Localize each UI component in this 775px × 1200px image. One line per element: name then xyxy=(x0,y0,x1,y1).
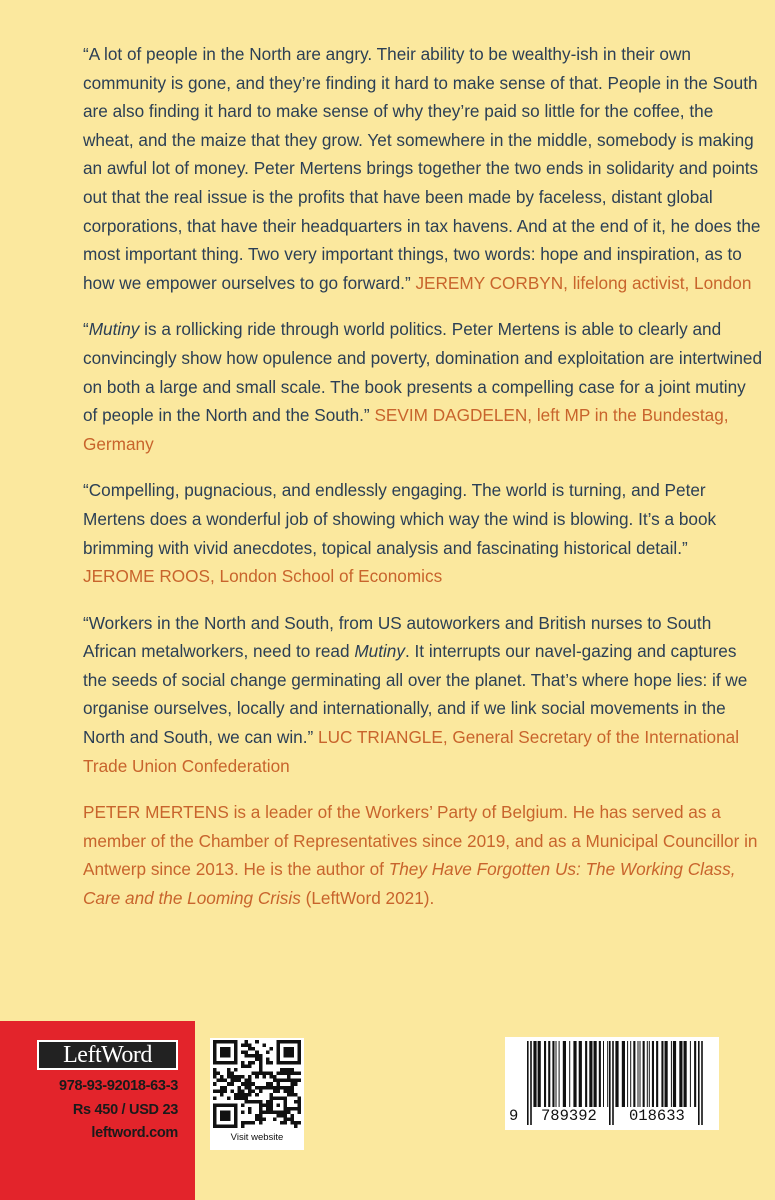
endorsement-quote xyxy=(83,476,763,590)
barcode-icon xyxy=(505,1037,719,1130)
text-segment: Mutiny xyxy=(88,319,140,340)
quote-attribution: JEROME ROOS, London School of Economics xyxy=(83,566,443,587)
text-segment: is a rollicking ride through world politics. Peter Mertens is able to clearly and convincingly show how opulence and poverty, domination and exploitation are intertwined on both a large and small scale. The book presents a compelling case for a joint mutiny of people in the North and the South.” xyxy=(83,319,763,426)
price: Rs 450 / USD 23 xyxy=(72,1102,178,1118)
text-segment: “A lot of people in the North are angry. Their ability to be wealthy-ish in their own community is gone, and they’re finding it hard to make sense of that. People in the South are also finding it hard to make sense of why they’re paid so little for the coffee, the wheat, and the maize that they grow. Yet somewhere in the middle, somebody is making an awful lot of money. Peter Mertens brings together the two ends in solidarity and points out that the real issue is the profits that have been made by faceless, distant global corporations, that have their headquarters in tax havens. And at the end of it, he does the most important thing. Two very important things, two words: hope and inspiration, as to how we empower ourselves to go forward.” xyxy=(83,44,761,293)
endorsement-quote xyxy=(83,315,763,458)
leftword-logo: LeftWord xyxy=(37,1040,178,1070)
text-segment: “Workers in the North and South, from US autoworkers and British nurses to South African metalworkers, need to read xyxy=(83,612,712,662)
author-bio xyxy=(83,798,763,912)
text-segment: (LeftWord 2021). xyxy=(300,888,435,909)
endorsement-quote xyxy=(83,40,763,297)
qr-code xyxy=(210,1038,304,1150)
quote-attribution: SEVIM DAGDELEN, left MP in the Bundestag, Germany xyxy=(83,405,729,454)
barcode-digits-right: 018633 xyxy=(629,1107,685,1125)
qr-caption: Visit website xyxy=(230,1132,284,1143)
text-segment: PETER MERTENS is a leader of the Workers’ Party of Belgium. He has served as a member of the Chamber of Representatives since 2019, and as a Municipal Councillor in Antwerp since 2013. He is the author of xyxy=(83,802,758,880)
text-segment: “ xyxy=(83,319,89,340)
isbn-barcode xyxy=(505,1037,719,1130)
barcode-digits-left: 789392 xyxy=(541,1107,597,1125)
text-segment: They Have Forgotten Us: The Working Class, Care and the Looming Crisis xyxy=(83,859,736,909)
website-url: leftword.com xyxy=(91,1125,178,1141)
text-segment: . It interrupts our navel-gazing and captures the seeds of social change germinating all over the planet. That’s where hope lies: if we organise ourselves, locally and internationally, and if we link social movements in the North and South, we can win.” xyxy=(83,641,748,748)
isbn: 978-93-92018-63-3 xyxy=(58,1078,178,1094)
text-segment: “Compelling, pugnacious, and endlessly engaging. The world is turning, and Peter Mertens does a wonderful job of showing which way the wind is blowing. It’s a book brimming with vivid anecdotes, topical analysis and fascinating historical detail.” xyxy=(83,480,717,558)
barcode-digit-first: 9 xyxy=(509,1107,519,1125)
endorsement-quote xyxy=(83,609,763,781)
quote-attribution: JEREMY CORBYN, lifelong activist, London xyxy=(415,272,752,293)
qr-code-icon xyxy=(213,1040,301,1128)
quote-attribution: LUC TRIANGLE, General Secretary of the International Trade Union Confederation xyxy=(83,727,740,776)
text-segment: Mutiny xyxy=(354,641,405,662)
endorsements xyxy=(83,40,763,931)
